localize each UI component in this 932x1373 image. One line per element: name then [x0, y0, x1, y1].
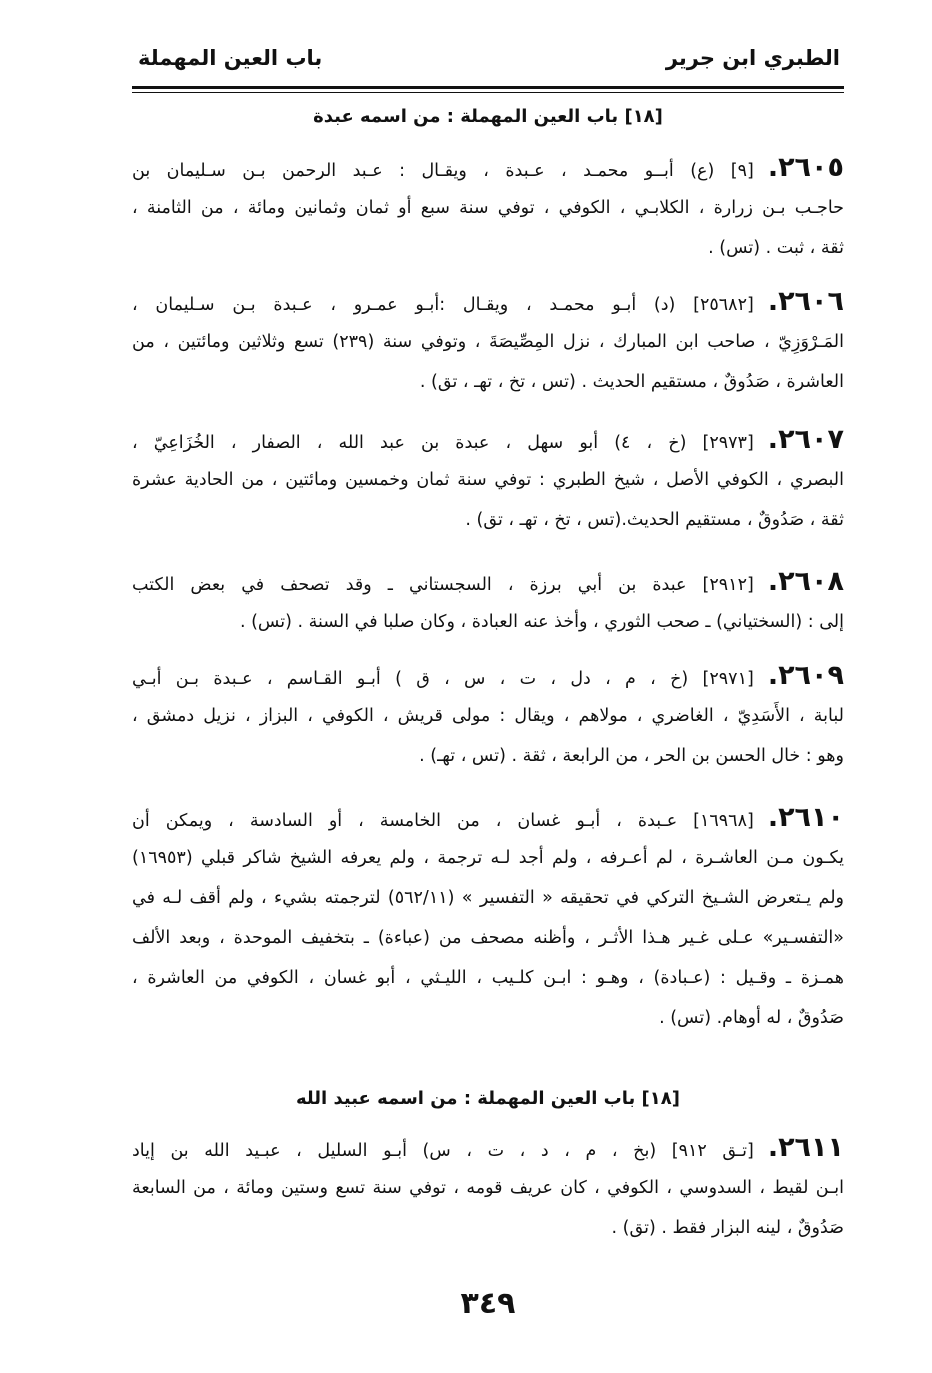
entry-text: [٩] (ع) أبــو محمـد ، عـبدة ، ويقـال : عـبد الرحمن بـن سـليمان بن: [132, 161, 754, 181]
entry-line: ابـن لقيط ، السدوسي ، الكوفي ، كان عريف قومه ، توفي سنة تسع وستين ومائة ، من السابعة: [132, 1178, 844, 1198]
entry-text: [٢٥٦٨٢] (د) أبـو محمـد ، ويقـال :أبـو عمـرو ، عـبدة بـن سـليمان ،: [132, 295, 754, 315]
entry-2609: [132, 656, 844, 776]
entry-line: وهو : خال الحسن بن الحر ، من الرابعة ، ثقة . (تس ، تهـ) .: [419, 746, 844, 766]
entry-2608: [132, 562, 844, 642]
section-heading-ubaidullah: [١٨] باب العين المهملة : من اسمه عبيد الله: [295, 1088, 680, 1109]
entry-text: [٢٩٧٣] (خ ، ٤) أبو سهل ، عبدة بن عبد الله ، الصفار ، الخُزَاعِيّ ،: [132, 433, 754, 453]
entry-line: ولم يـتعرض الشـيخ التركي في تحقيقه « التفسير » (٥٦٢/١١) لترجمته بشيء ، ولم أقف لـه في: [132, 888, 844, 908]
entry-number: ٢٦٠٩.: [767, 660, 844, 691]
entry-line: إلى : (السختياني) ـ صحب الثوري ، وأخذ عنه العبادة ، وكان صلبا في السنة . (تس) .: [239, 612, 844, 632]
entry-line: ثقة ، ثبت . (تس) .: [708, 238, 844, 258]
entry-line: صَدُوقٌ ، لينه البزار فقط . (تق) .: [611, 1218, 844, 1238]
page-number: ٣٤٩: [460, 1286, 516, 1321]
entry-line: [132, 798, 844, 838]
entry-2607: [132, 420, 844, 540]
entry-number: ٢٦٠٦.: [767, 286, 844, 317]
entry-line: [132, 1128, 844, 1168]
entry-line: لبابة ، الأَسَدِيّ ، الغاضري ، مولاهم ، ويقال : مولى قريش ، الكوفي ، البزاز ، نزيل دمشق ،: [132, 706, 844, 726]
entry-number: ٢٦١٠.: [767, 802, 844, 833]
entry-line: يكـون مـن العاشـرة ، لم أعـرفه ، ولم أجد لـه ترجمة ، ولم يعرفه الشيخ شاكر قبلي (١٦٩٥٣): [132, 848, 844, 868]
entry-2605: [132, 148, 844, 268]
entry-text: [٢٩٧١] (خ ، م ، دل ، ت ، س ، ق ) أبـو القـاسم ، عـبدة بـن أبـي: [132, 669, 754, 689]
entry-line: صَدُوقٌ ، له أوهام. (تس) .: [659, 1008, 844, 1028]
entry-line: [132, 282, 844, 322]
entry-text: [١٦٩٦٨] عـبدة ، أبـو غسان ، من الخامسة ، أو السادسة ، ويمكن أن: [132, 811, 754, 831]
running-head: [132, 38, 842, 78]
entry-line: ثقة ، صَدُوقٌ ، مستقيم الحديث.(تس ، تخ ، تهـ ، تق) .: [465, 510, 844, 530]
entry-number: ٢٦١١.: [767, 1132, 844, 1163]
running-head-author: الطبري ابن جرير: [665, 46, 840, 70]
entry-line: همـزة ـ وقـيل : (عـبادة) ، وهـو : ابـن كلـيب ، الليـثي ، أبو غسان ، الكوفي من العاشرة ،: [132, 968, 844, 988]
entry-line: البصري ، الكوفي الأصل ، شيخ الطبري : توفي سنة ثمان وخمسين ومائتين ، من الحادية عشرة: [132, 470, 844, 490]
running-head-chapter: باب العين المهملة: [138, 46, 323, 70]
entry-number: ٢٦٠٧.: [767, 424, 844, 455]
entry-line: [132, 148, 844, 188]
entry-line: المَـرْوَزِيّ ، صاحب ابن المبارك ، نزل المِصِّيصَةَ ، وتوفي سنة (٢٣٩) تسع وثلاثين ومائتين ، من: [132, 332, 844, 352]
entry-number: ٢٦٠٥.: [767, 152, 844, 183]
entry-line: [132, 420, 844, 460]
entry-line: حاجـب بـن زرارة ، الكلابـي ، الكوفي ، توفي سنة سبع أو ثمان وثمانين ومائة ، من الثامنة ،: [132, 198, 844, 218]
entry-line: العاشرة ، صَدُوقٌ ، مستقيم الحديث . (تس ، تخ ، تهـ ، تق) .: [419, 372, 844, 392]
entry-line: [132, 562, 844, 602]
section-heading-abda: [١٨] باب العين المهملة : من اسمه عبدة: [313, 106, 663, 127]
header-rule-thin: [132, 92, 844, 93]
header-rule: [132, 86, 844, 89]
entry-number: ٢٦٠٨.: [767, 566, 844, 597]
entry-2606: [132, 282, 844, 402]
entry-line: [132, 656, 844, 696]
entry-text: [تـق ٩١٢] (بخ ، م ، د ، ت ، س) أبـو السليل ، عبـيد الله بن إياد: [132, 1141, 754, 1161]
entry-2610: [132, 798, 844, 1038]
entry-text: [٢٩١٢] عبدة بن أبي برزة ، السجستاني ـ وقد تصحف في بعض الكتب: [132, 575, 754, 595]
entry-line: «التفسـير» عـلى غـير هـذا الأثـر ، وأظنه مصحف من (عباءة) ـ بتخفيف الموحدة ، وبعد الألف: [132, 928, 844, 948]
entry-2611: [132, 1128, 844, 1248]
